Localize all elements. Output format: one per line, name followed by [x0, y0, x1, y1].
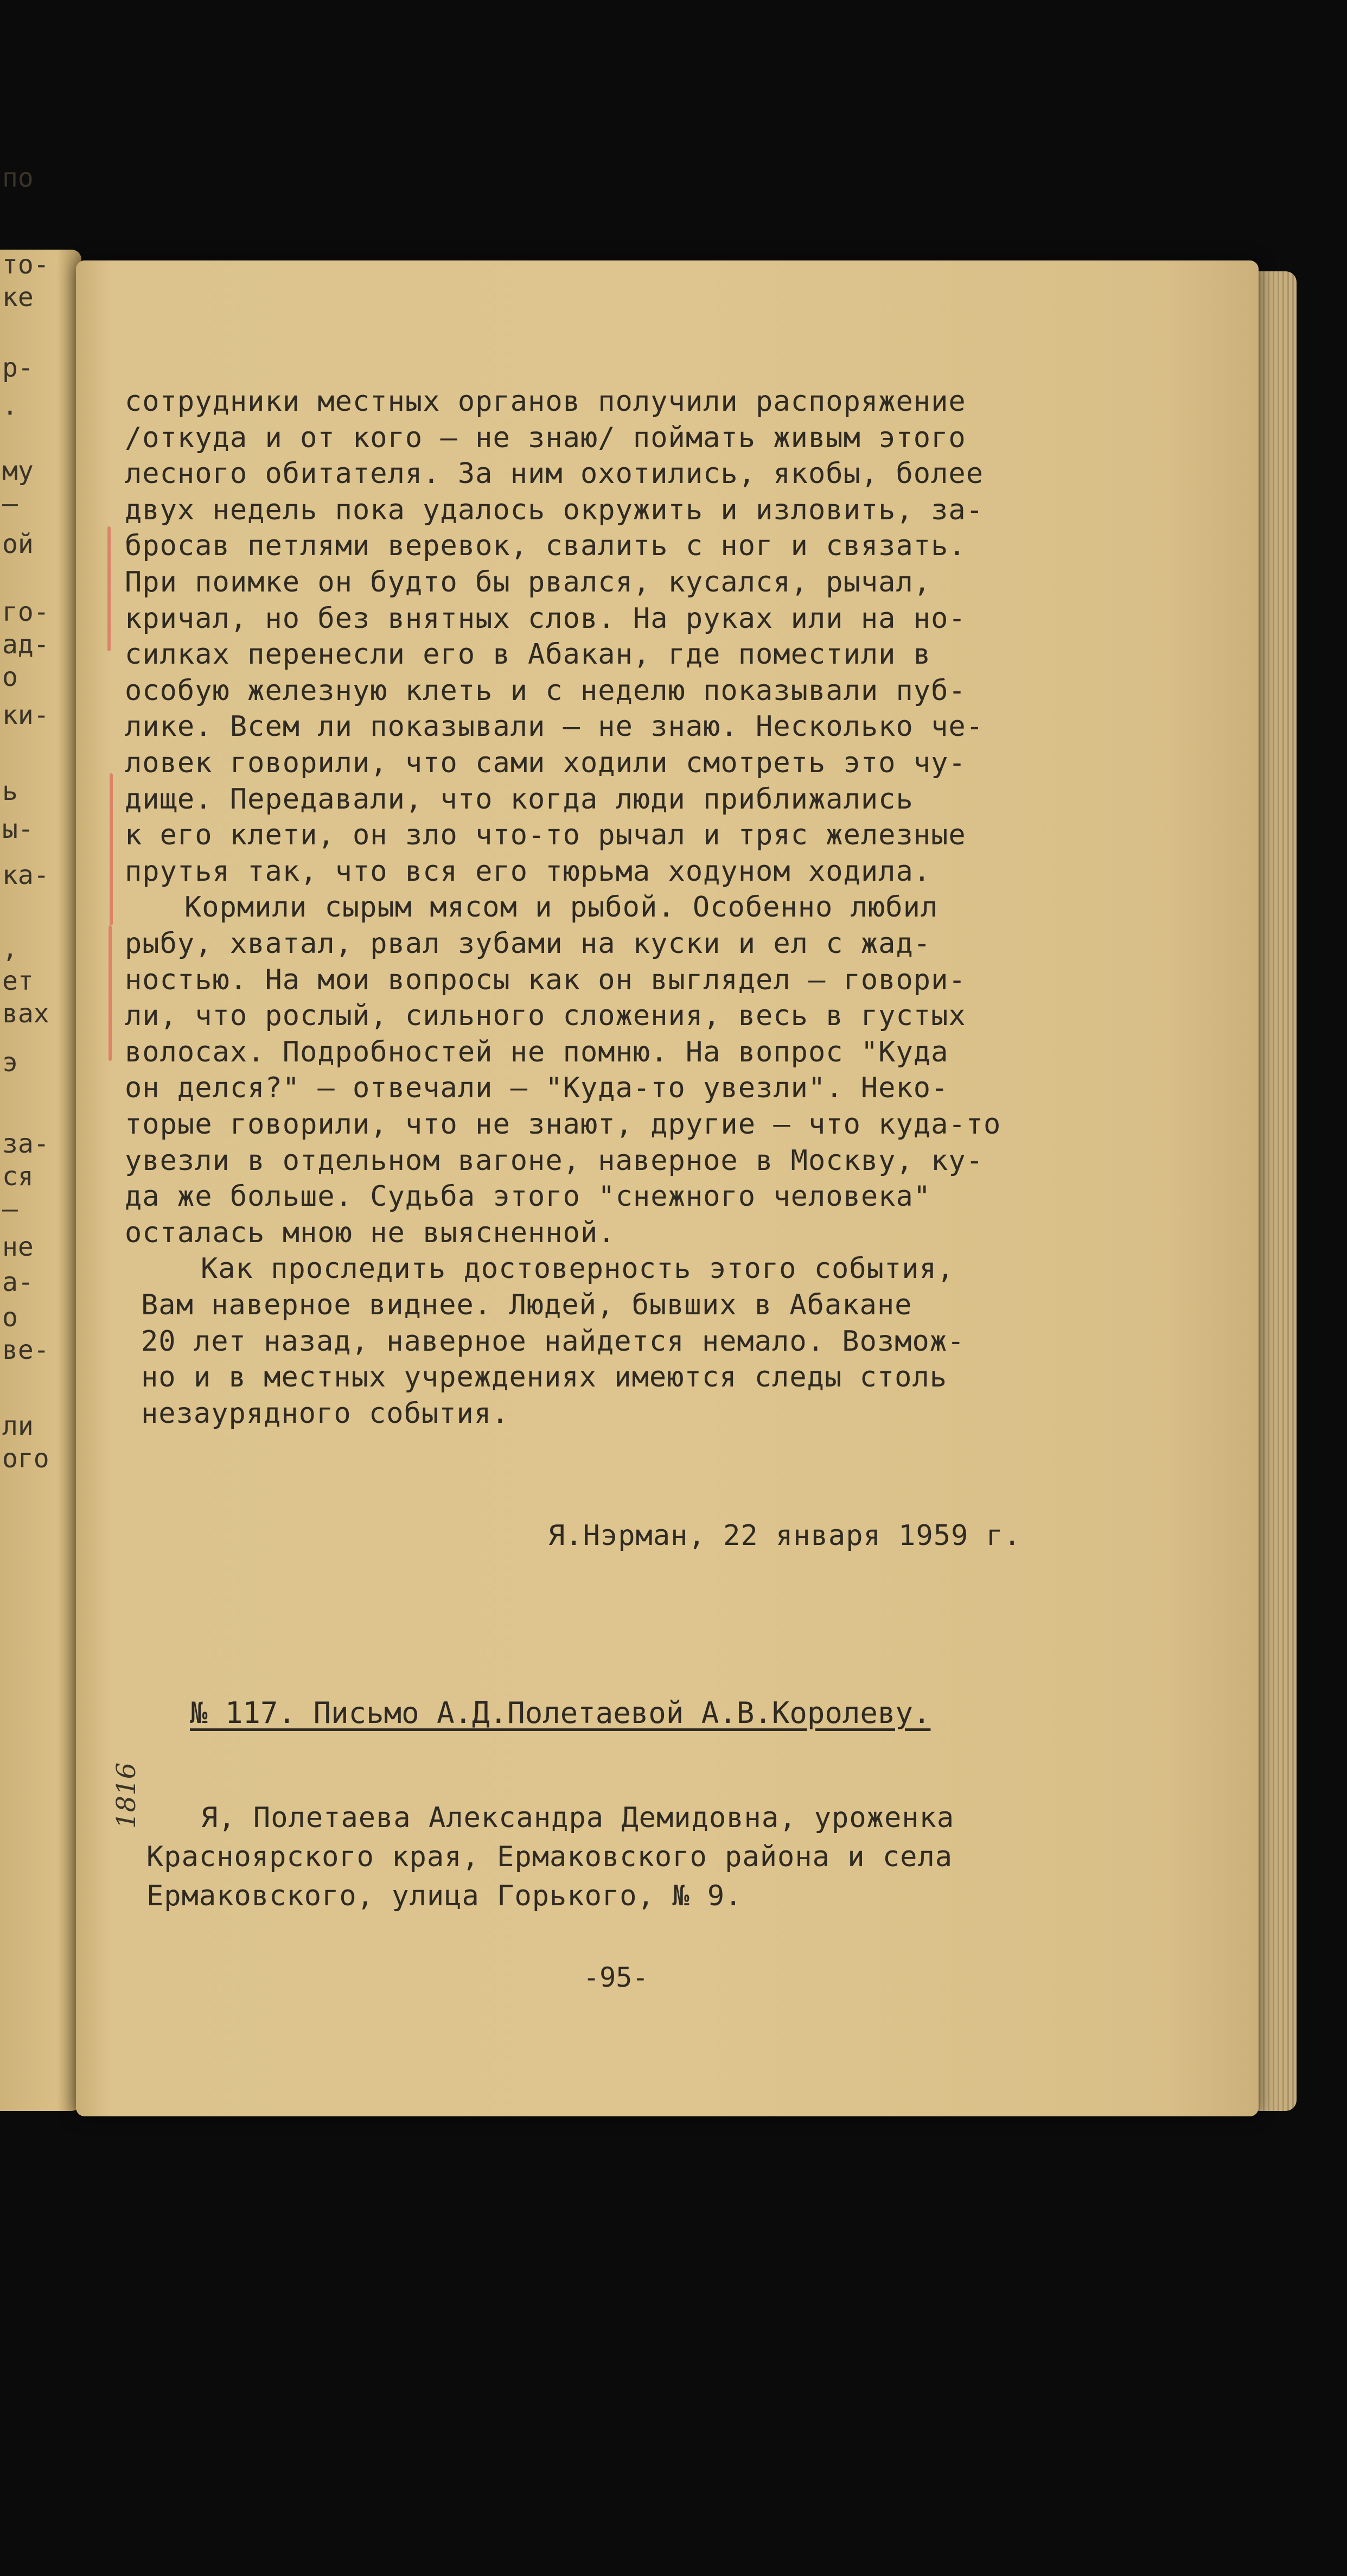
body-text-line: ли, что рослый, сильного сложения, весь в густых: [125, 1000, 966, 1033]
body-text-line: лике. Всем ли показывали – не знаю. Несколько че-: [125, 710, 984, 743]
left-page-text: ве-: [2, 1335, 49, 1365]
left-page-text: ад-: [2, 629, 49, 660]
margin-pencil-mark: [107, 526, 111, 651]
body-text-line: незаурядного события.: [141, 1397, 509, 1430]
left-page-text: р-: [2, 353, 34, 383]
left-page-text: –: [2, 1194, 18, 1224]
margin-pencil-mark: [108, 925, 112, 1061]
left-page-text: .: [2, 391, 18, 421]
left-page-text: ет: [2, 966, 34, 996]
left-page-text: ка-: [2, 860, 49, 891]
left-page-text: о: [2, 662, 18, 692]
body-text-line: рыбу, хватал, рвал зубами на куски и ел с жад-: [125, 927, 931, 960]
body-text-line: прутья так, что вся его тюрьма ходуном ходила.: [125, 855, 931, 888]
left-page-text: ого: [2, 1443, 49, 1474]
body-text-line: бросав петлями веревок, свалить с ног и связать.: [125, 530, 966, 563]
left-page-text: ся: [2, 1161, 34, 1192]
body-text-line: Кормили сырым мясом и рыбой. Особенно любил: [184, 891, 939, 924]
left-page-text: –: [2, 488, 18, 519]
left-page-text: то-: [2, 250, 49, 280]
letter-text-line: Я, Полетаева Александра Демидовна, уроженка: [201, 1802, 955, 1834]
left-page-text: э: [2, 1047, 18, 1078]
page-number: -95-: [583, 1962, 649, 1993]
body-text-line: ловек говорили, что сами ходили смотреть это чу-: [125, 747, 966, 779]
left-page-text: ой: [2, 529, 34, 559]
left-page-text: а-: [2, 1267, 34, 1297]
body-text-line: сотрудники местных органов получили распоряжение: [125, 385, 966, 418]
body-text-line: /откуда и от кого – не знаю/ поймать живым этого: [125, 421, 966, 454]
body-text-line: лесного обитателя. За ним охотились, якобы, более: [125, 457, 984, 491]
body-text-line: Как проследить достоверность этого события,: [201, 1252, 955, 1286]
left-page-text: ки-: [2, 700, 49, 730]
body-text-line: Вам наверное виднее. Людей, бывших в Абакане: [141, 1289, 912, 1321]
body-text-line: двух недель пока удалось окружить и изловить, за-: [125, 493, 984, 526]
body-text-line: При поимке он будто бы рвался, кусался, рычал,: [125, 566, 931, 599]
body-text-line: силках перенесли его в Абакан, где поместили в: [125, 638, 931, 671]
left-page-text: не: [2, 1232, 34, 1262]
left-page-text: вах: [2, 998, 49, 1029]
margin-pencil-mark: [110, 773, 113, 925]
body-text-line: к его клети, он зло что-то рычал и тряс железные: [125, 819, 966, 852]
left-page-text: ы-: [2, 814, 34, 844]
left-page-text: ь: [2, 776, 18, 806]
body-text-line: осталась мною не выясненной.: [125, 1216, 616, 1249]
body-text-line: дище. Передавали, что когда люди приближались: [125, 783, 914, 816]
letter-text-line: Красноярского края, Ермаковского района и села: [146, 1841, 953, 1873]
body-text-line: торые говорили, что не знают, другие – что куда-то: [125, 1108, 1001, 1141]
left-page-text: ли: [2, 1411, 34, 1441]
left-page-text: за-: [2, 1129, 49, 1159]
body-text-line: 20 лет назад, наверное найдется немало. Возмож-: [141, 1325, 965, 1358]
archive-number: 1816: [111, 1762, 142, 1829]
body-text-line: да же больше. Судьба этого "снежного человека": [125, 1180, 931, 1213]
body-text-line: он делся?" – отвечали – "Куда-то увезли". Неко-: [125, 1072, 949, 1105]
body-text-line: увезли в отдельном вагоне, наверное в Москву, ку-: [125, 1144, 984, 1177]
body-text-line: ностью. На мои вопросы как он выглядел – говори-: [125, 963, 966, 996]
signature: Я.Нэрман, 22 января 1959 г.: [548, 1519, 1022, 1552]
body-text-line: кричал, но без внятных слов. На руках или на но-: [125, 602, 966, 635]
left-page-text: ,: [2, 933, 18, 964]
body-text-line: особую железную клеть и с неделю показывали пуб-: [125, 674, 966, 707]
left-page-text: о: [2, 1302, 18, 1333]
left-page-text: му: [2, 456, 34, 486]
section-heading: № 117. Письмо А.Д.Полетаевой А.В.Королеву.: [190, 1696, 931, 1730]
left-page-text: ке: [2, 282, 34, 313]
left-page-text: го-: [2, 597, 49, 627]
body-text-line: волосах. Подробностей не помню. На вопрос "Куда: [125, 1035, 949, 1068]
body-text-line: но и в местных учреждениях имеются следы столь: [141, 1361, 948, 1394]
letter-text-line: Ермаковского, улица Горького, № 9.: [146, 1880, 743, 1912]
left-page-text: по: [2, 163, 34, 193]
left-page-fragment: [0, 163, 81, 2111]
